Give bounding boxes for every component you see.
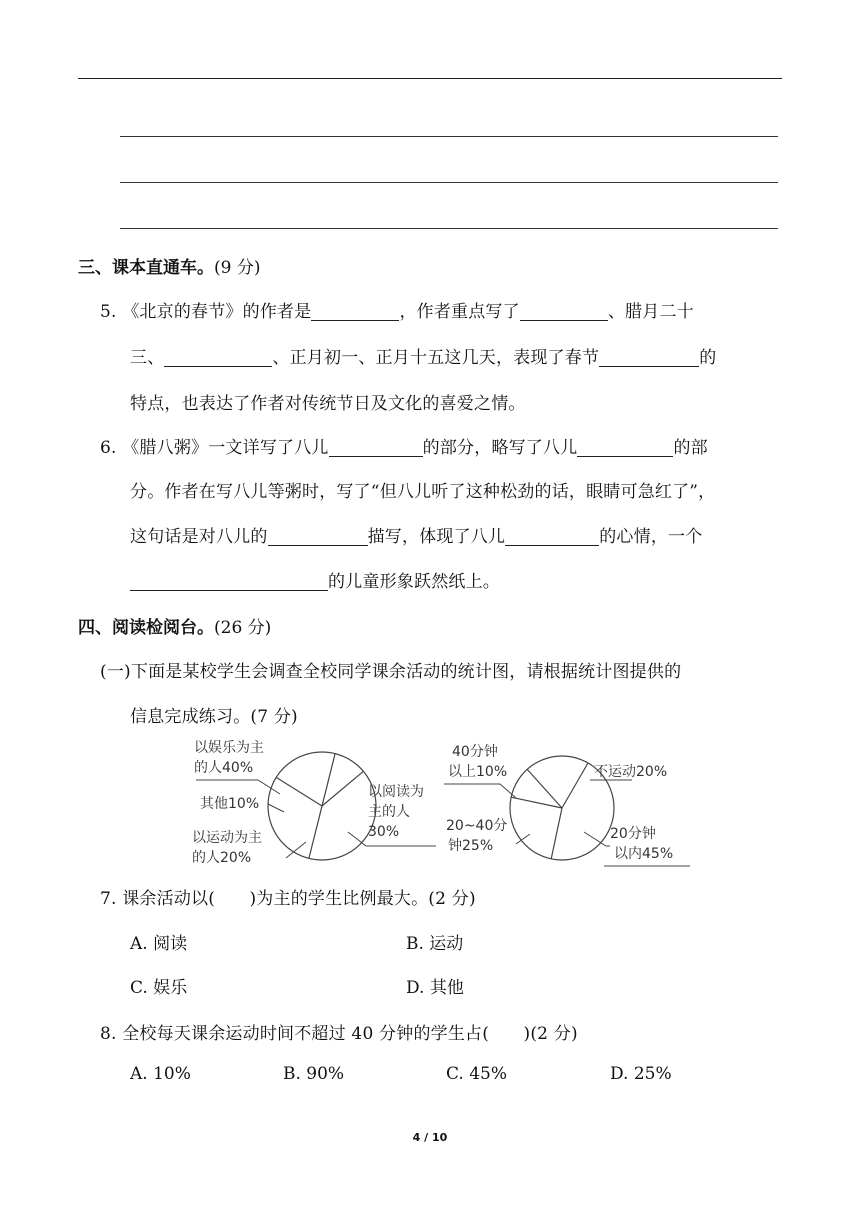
q6-blank-image[interactable]: [130, 572, 328, 591]
q5-line-3: 特点，也表达了作者对传统节日及文化的喜爱之情。: [130, 394, 526, 414]
leader-line: [584, 832, 610, 846]
pie1-label-sport-1: 以运动为主: [192, 830, 262, 846]
q7-option-b[interactable]: B. 运动: [406, 934, 464, 954]
pie1-slice-divider-1: [309, 806, 322, 858]
q5-blank-day2[interactable]: [164, 348, 272, 367]
q6-line-1: [100, 433, 708, 458]
q6-text: 《腊八粥》一文详写了八儿: [122, 438, 329, 458]
pie2-slice-divider-0: [562, 763, 588, 808]
pie2-label-over40-1: 40分钟: [452, 744, 498, 760]
q5-blank-author[interactable]: [311, 302, 399, 321]
leader-line: [268, 804, 284, 812]
section-3-title: 三、课本直通车。: [78, 258, 214, 278]
pie2-label-none: 不运动20%: [594, 764, 668, 780]
q8-option-a[interactable]: A. 10%: [130, 1064, 191, 1084]
pie2-label-within20-2: 以内45%: [614, 846, 674, 862]
answer-line: [120, 136, 778, 137]
q5-text: 《北京的春节》的作者是: [122, 302, 312, 322]
pie-charts: [180, 728, 700, 874]
q8-option-b[interactable]: B. 90%: [283, 1064, 345, 1084]
section-4-title: 四、阅读检阅台。: [78, 618, 214, 638]
q8-option-d[interactable]: D. 25%: [610, 1064, 672, 1084]
q5-text: ，作者重点写了: [399, 302, 520, 322]
q7-option-a[interactable]: A. 阅读: [130, 934, 188, 954]
pie1-label-reading-2: 主的人: [368, 804, 410, 820]
page-number: 4 / 10: [412, 1131, 448, 1144]
pie1-label-sport-2: 的人20%: [192, 850, 252, 866]
answer-line: [120, 228, 778, 229]
q5-number: 5.: [100, 302, 117, 322]
section-3-heading: [78, 253, 260, 278]
top-rule: [78, 78, 782, 79]
q7-option-c[interactable]: C. 娱乐: [130, 978, 188, 998]
leader-line: [286, 842, 306, 858]
q6-text: 这句话是对八儿的: [130, 527, 268, 547]
pie1-label-entertainment-2: 的人40%: [194, 760, 254, 776]
section-3-score: (9 分): [214, 258, 261, 278]
q6-line-4: [130, 567, 500, 592]
q6-text: 描写，体现了八儿: [367, 527, 506, 547]
q5-line-2: [130, 343, 716, 368]
q7-stem: 7. 课余活动以( )为主的学生比例最大。(2 分): [100, 889, 476, 909]
reading-1-line-2: 信息完成练习。(7 分): [130, 707, 298, 727]
pie2-label-over40-2: 以上10%: [448, 764, 508, 780]
pie2-slice-divider-1: [551, 808, 562, 859]
pie1-label-reading-3: 30%: [368, 824, 400, 840]
section-4-score: (26 分): [214, 618, 272, 638]
q8-option-c[interactable]: C. 45%: [446, 1064, 507, 1084]
activity-pie-chart: [268, 752, 376, 860]
q6-text: 的儿童形象跃然纸上。: [328, 572, 500, 592]
pie1-slice-divider-3: [322, 754, 335, 806]
pie1-slice-divider-0: [322, 771, 363, 806]
pie1-label-other: 其他10%: [200, 796, 260, 812]
q6-text: 的部分，略写了八儿: [422, 438, 578, 458]
q5-text: 的: [699, 348, 717, 368]
q8-stem: 8. 全校每天课余运动时间不超过 40 分钟的学生占( )(2 分): [100, 1024, 578, 1044]
q5-text: 、腊月二十: [607, 302, 694, 322]
q5-text: 三、: [130, 348, 165, 368]
pie1-slice-divider-2: [276, 777, 322, 806]
leader-line: [444, 784, 516, 798]
pie1-label-entertainment-1: 以娱乐为主: [194, 740, 264, 756]
q6-blank-detail[interactable]: [329, 438, 423, 457]
pie2-label-mid-2: 钟25%: [448, 838, 494, 854]
q7-option-d[interactable]: D. 其他: [406, 978, 464, 998]
q5-blank-feature[interactable]: [599, 348, 699, 367]
pie1-label-reading-1: 以阅读为: [368, 784, 424, 800]
leader-line: [196, 780, 280, 794]
q6-text: 的部: [673, 438, 708, 458]
q5-line-1: [100, 297, 694, 322]
q6-blank-description[interactable]: [268, 527, 368, 546]
q6-line-2: 分。作者在写八儿等粥时，写了“但八儿听了这种松劲的话，眼睛可急红了”，: [130, 482, 716, 502]
q6-blank-brief[interactable]: [577, 438, 673, 457]
q6-text: 的心情，一个: [599, 527, 703, 547]
answer-line: [120, 182, 778, 183]
section-4-heading: [78, 613, 271, 638]
q6-line-3: [130, 522, 702, 547]
q5-blank-day[interactable]: [520, 302, 608, 321]
pie2-label-within20-1: 20分钟: [610, 826, 656, 842]
reading-1-line-1: (一)下面是某校学生会调查全校同学课余活动的统计图，请根据统计图提供的: [100, 662, 682, 682]
pie2-label-mid-1: 20~40分: [446, 818, 508, 834]
q6-blank-mood[interactable]: [505, 527, 599, 546]
q5-text: 、正月初一、正月十五这几天，表现了春节: [272, 348, 600, 368]
q6-number: 6.: [100, 438, 117, 458]
